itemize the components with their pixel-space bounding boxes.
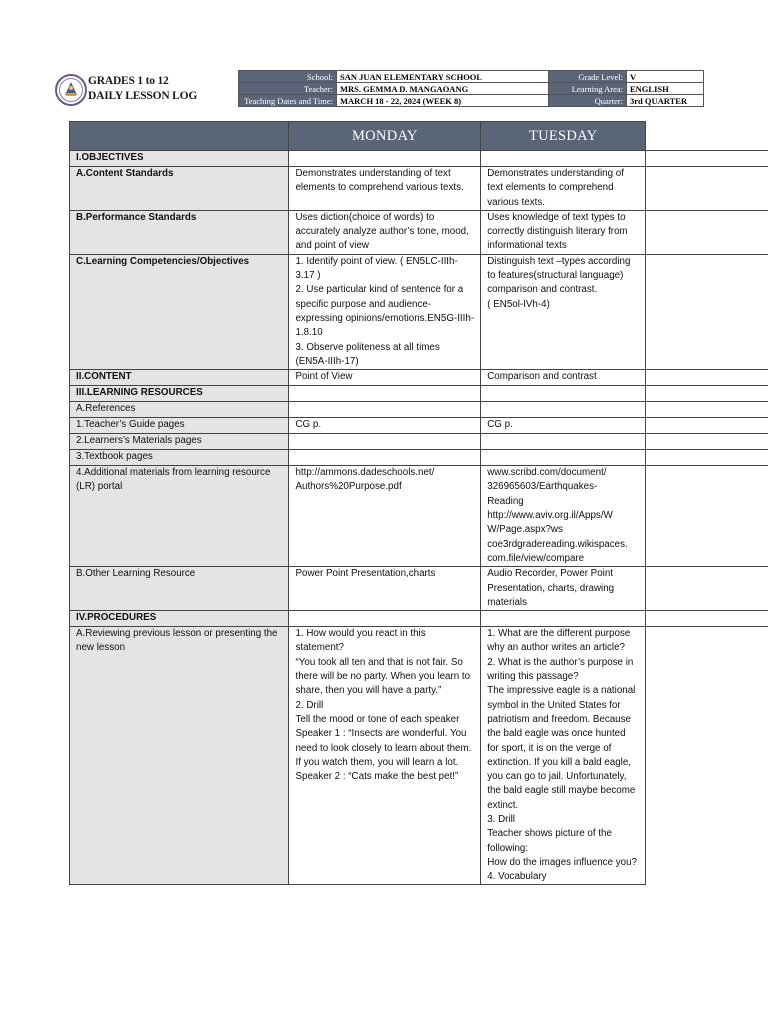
dates-value: MARCH 18 - 22, 2024 (WEEK 8)	[337, 95, 549, 107]
table-row	[70, 402, 768, 418]
tuesday-cell: Audio Recorder, Power Point Presentation, charts, drawing materials	[481, 567, 646, 611]
monday-cell	[289, 386, 481, 402]
tuesday-cell: Comparison and contrast	[481, 370, 646, 386]
row-label: 4.Additional materials from learning resource (LR) portal	[70, 466, 289, 567]
table-row	[70, 386, 768, 402]
table-row	[70, 167, 768, 211]
row-label: C.Learning Competencies/Objectives	[70, 254, 289, 369]
teacher-label: Teacher:	[239, 83, 337, 95]
table-header-row	[70, 122, 768, 151]
tuesday-header: TUESDAY	[481, 122, 646, 151]
area-value: ENGLISH	[627, 83, 704, 95]
tuesday-cell	[481, 402, 646, 418]
table-row	[70, 151, 768, 167]
teacher-value: MRS. GEMMA D. MANGAOANG	[337, 83, 549, 95]
corner-cell	[70, 122, 289, 151]
row-label: B.Other Learning Resource	[70, 567, 289, 611]
area-label: Learning Area:	[549, 83, 627, 95]
monday-cell: Power Point Presentation,charts	[289, 567, 481, 611]
row-label: 3.Textbook pages	[70, 450, 289, 466]
table-row	[70, 434, 768, 450]
title-line-1: GRADES 1 to 12	[88, 75, 169, 87]
table-row	[70, 418, 768, 434]
tuesday-cell	[481, 386, 646, 402]
tuesday-cell	[481, 434, 646, 450]
monday-cell: http://ammons.dadeschools.net/ Authors%20Purpose.pdf	[289, 466, 481, 567]
row-label: IV.PROCEDURES	[70, 611, 289, 627]
row-label: B.Performance Standards	[70, 210, 289, 254]
monday-cell: Point of View	[289, 370, 481, 386]
grade-value: V	[627, 71, 704, 83]
monday-header: MONDAY	[289, 122, 481, 151]
row-label: A.Reviewing previous lesson or presenting the new lesson	[70, 627, 289, 885]
row-label: 1.Teacher’s Guide pages	[70, 418, 289, 434]
tuesday-cell: Uses knowledge of text types to correctly distinguish literary from informational texts	[481, 210, 646, 254]
row-label: III.LEARNING RESOURCES	[70, 386, 289, 402]
table-row	[70, 466, 768, 567]
monday-cell	[289, 611, 481, 627]
quarter-value: 3rd QUARTER	[627, 95, 704, 107]
table-row	[70, 611, 768, 627]
monday-cell	[289, 151, 481, 167]
row-label: 2.Learners’s Materials pages	[70, 434, 289, 450]
tuesday-cell: Demonstrates understanding of text elements to comprehend various texts.	[481, 167, 646, 211]
lesson-log-table	[69, 121, 768, 885]
table-row	[70, 567, 768, 611]
monday-cell: Uses diction(choice of words) to accurately analyze author’s tone, mood, and point of view	[289, 210, 481, 254]
table-row	[70, 254, 768, 369]
tuesday-cell	[481, 450, 646, 466]
tuesday-cell: Distinguish text –types according to features(structural language) comparison and contrast. ( EN5ol-IVh-4)	[481, 254, 646, 369]
monday-cell	[289, 402, 481, 418]
tuesday-cell	[481, 611, 646, 627]
monday-cell	[289, 434, 481, 450]
tuesday-cell: www.scribd.com/document/ 326965603/Earthquakes- Reading http://www.aviv.org.il/Apps/W W/Page.aspx?ws coe3rdgradereading.wikispaces. com.file/view/compare	[481, 466, 646, 567]
monday-cell: 1. How would you react in this statement? “You took all ten and that is not fair. So there will be no party. When you learn to share, then you will have a party.” 2. Drill Tell the mood or tone of each speaker Speaker 1 : “Insects are wonderful. You need to look closely to learn about them. If you watch them, you will learn a lot. Speaker 2 : “Cats make the best pet!”	[289, 627, 481, 885]
row-label: II.CONTENT	[70, 370, 289, 386]
tuesday-cell: CG p.	[481, 418, 646, 434]
table-row	[70, 210, 768, 254]
school-value: SAN JUAN ELEMENTARY SCHOOL	[337, 71, 549, 83]
table-row	[70, 450, 768, 466]
grade-label: Grade Level:	[549, 71, 627, 83]
school-label: School:	[239, 71, 337, 83]
quarter-label: Quarter:	[549, 95, 627, 107]
monday-cell: Demonstrates understanding of text elements to comprehend various texts.	[289, 167, 481, 211]
row-label: I.OBJECTIVES	[70, 151, 289, 167]
tuesday-cell: 1. What are the different purpose why an author writes an article? 2. What is the author’s purpose in writing this passage? The impressive eagle is a national symbol in the United States for patriotism and freedom. Because the bald eagle was once hunted for sport, it is on the verge of extinction. If you kill a bald eagle, you can go to jail. Unfortunately, the bald eagle still maybe become extinct. 3. Drill Teacher shows picture of the following: How do the images influence you? 4. Vocabulary	[481, 627, 646, 885]
row-label: A.References	[70, 402, 289, 418]
tuesday-cell	[481, 151, 646, 167]
title-line-2: DAILY LESSON LOG	[88, 90, 198, 102]
table-row	[70, 370, 768, 386]
row-label: A.Content Standards	[70, 167, 289, 211]
dates-label: Teaching Dates and Time:	[239, 95, 337, 107]
monday-cell	[289, 450, 481, 466]
monday-cell: CG p.	[289, 418, 481, 434]
table-row	[70, 627, 768, 885]
monday-cell: 1. Identify point of view. ( EN5LC-IIIh-3.17 ) 2. Use particular kind of sentence for a specific purpose and audience- expressing opinions/emotions.EN5G-IIIh-1.8.10 3. Observe politeness at all times (EN5A-IIIh-17)	[289, 254, 481, 369]
